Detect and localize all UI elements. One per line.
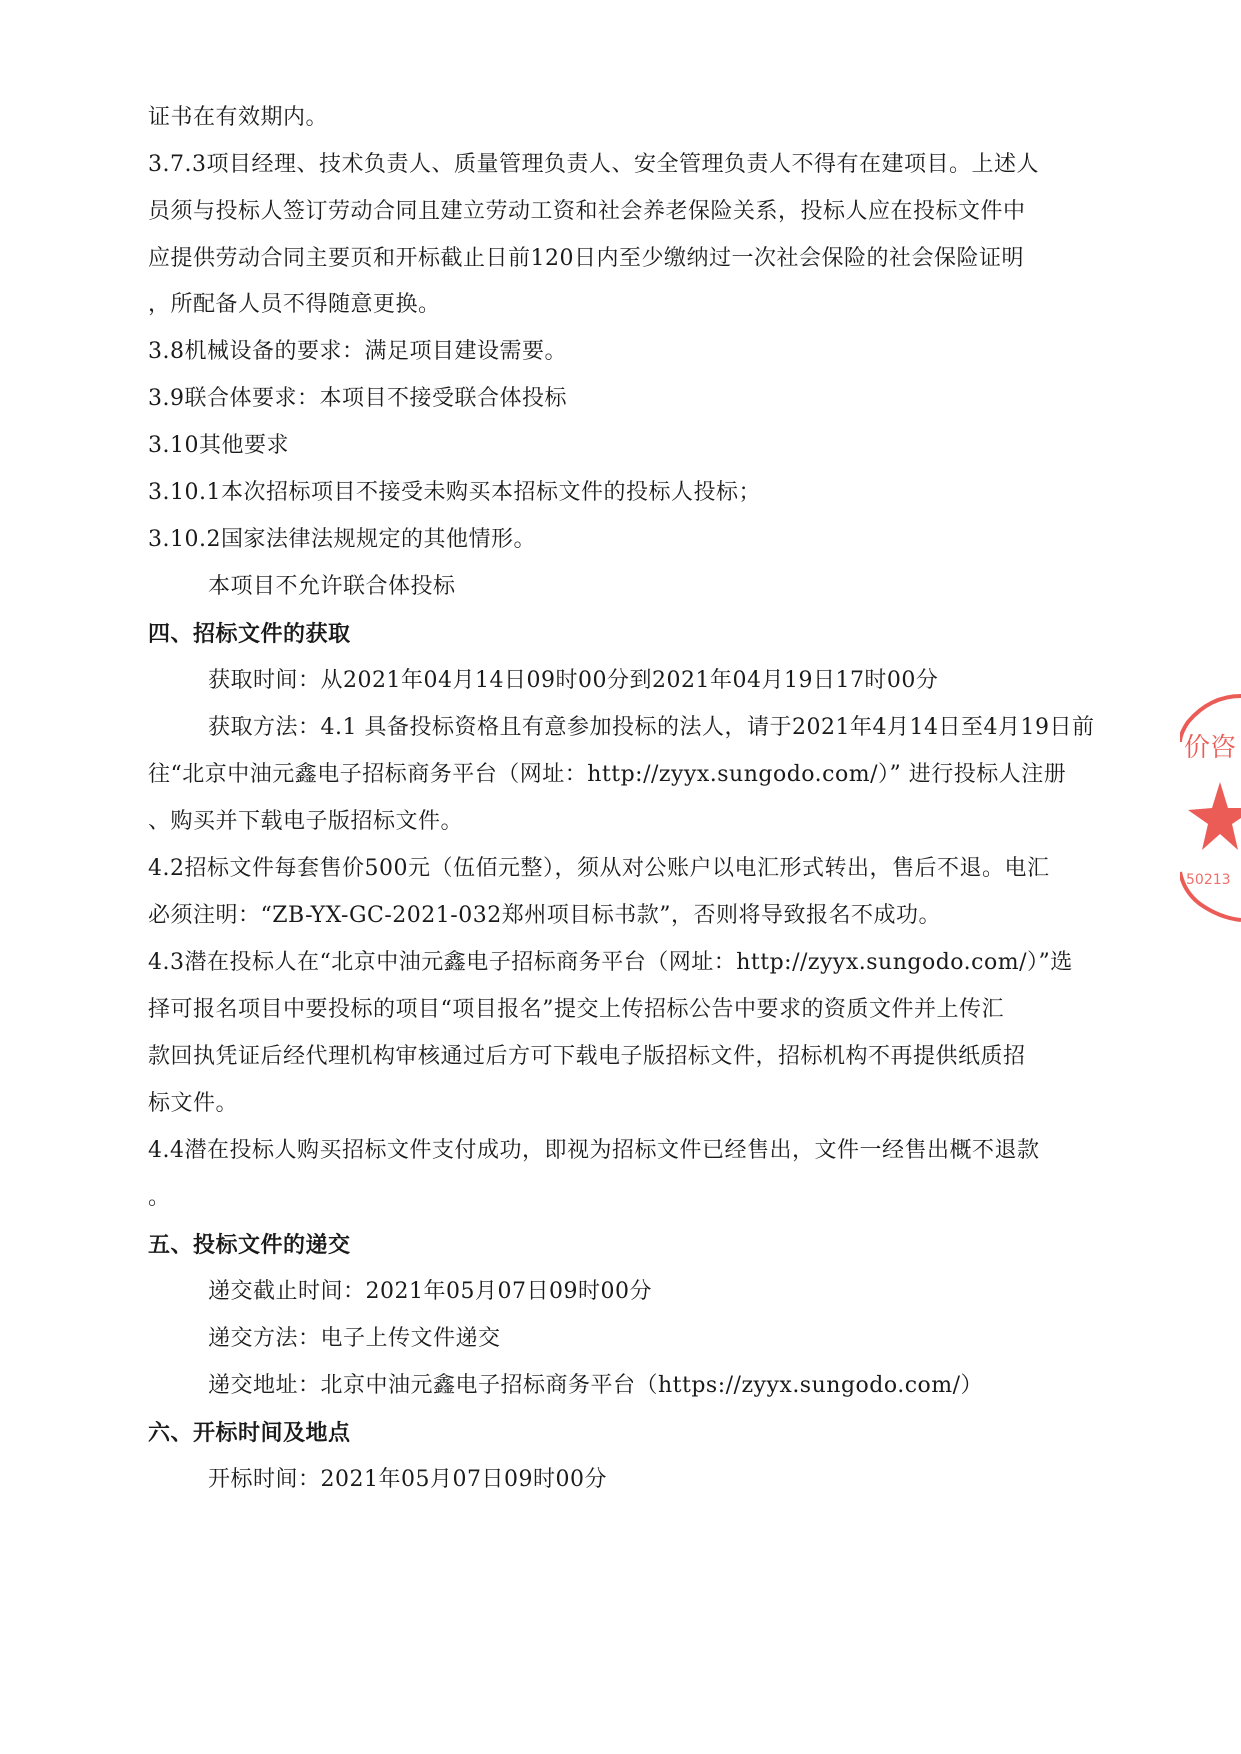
text-line: 必须注明：“ZB-YX-GC-2021-032郑州项目标书款”，否则将导致报名不成功。: [148, 903, 941, 928]
text-line: 3.10.2国家法律法规规定的其他情形。: [148, 527, 536, 552]
seal-icon: [1180, 682, 1241, 952]
text-line: 递交截止时间：2021年05月07日09时00分: [208, 1279, 652, 1304]
text-line: 。: [148, 1185, 171, 1210]
text-line: 证书在有效期内。: [148, 105, 329, 130]
text-line: ，所配备人员不得随意更换。: [148, 292, 441, 317]
text-line: 4.2招标文件每套售价500元（伍佰元整），须从对公账户以电汇形式转出，售后不退。电汇: [148, 856, 1050, 881]
text-line: 、购买并下载电子版招标文件。: [148, 809, 464, 834]
text-line: 开标时间：2021年05月07日09时00分: [208, 1467, 607, 1492]
text-line: 4.4潜在投标人购买招标文件支付成功，即视为招标文件已经售出，文件一经售出概不退款: [148, 1138, 1040, 1163]
section-heading: 四、招标文件的获取: [148, 621, 351, 647]
svg-text:50213: 50213: [1186, 872, 1231, 888]
text-line: 3.7.3项目经理、技术负责人、质量管理负责人、安全管理负责人不得有在建项目。上述人: [148, 152, 1039, 177]
official-seal-fragment: [1180, 682, 1241, 952]
text-line: 往“北京中油元鑫电子招标商务平台（网址：http://zyyx.sungodo.com/）” 进行投标人注册: [148, 762, 1067, 787]
svg-text:价咨: 价咨: [1184, 733, 1237, 763]
text-line: 择可报名项目中要投标的项目“项目报名”提交上传招标公告中要求的资质文件并上传汇: [148, 997, 1004, 1022]
text-line: 款回执凭证后经代理机构审核通过后方可下载电子版招标文件，招标机构不再提供纸质招: [148, 1044, 1026, 1069]
text-line: 本项目不允许联合体投标: [208, 574, 456, 599]
text-line: 递交地址：北京中油元鑫电子招标商务平台（https://zyyx.sungodo.com/）: [208, 1373, 984, 1398]
text-line: 应提供劳动合同主要页和开标截止日前120日内至少缴纳过一次社会保险的社会保险证明: [148, 246, 1024, 271]
text-line: 递交方法：电子上传文件递交: [208, 1326, 501, 1351]
text-line: 员须与投标人签订劳动合同且建立劳动工资和社会养老保险关系，投标人应在投标文件中: [148, 199, 1026, 224]
text-line: 获取方法：4.1 具备投标资格且有意参加投标的法人，请于2021年4月14日至4月19日前: [208, 715, 1095, 740]
section-heading: 六、开标时间及地点: [148, 1420, 351, 1446]
text-line: 获取时间：从2021年04月14日09时00分到2021年04月19日17时00分: [208, 668, 939, 693]
text-line: 4.3潜在投标人在“北京中油元鑫电子招标商务平台（网址：http://zyyx.sungodo.com/）”选: [148, 950, 1073, 975]
text-line: 3.10其他要求: [148, 433, 289, 458]
section-heading: 五、投标文件的递交: [148, 1232, 351, 1258]
text-line: 3.10.1本次招标项目不接受未购买本招标文件的投标人投标；: [148, 480, 761, 505]
text-line: 3.8机械设备的要求：满足项目建设需要。: [148, 339, 567, 364]
text-line: 3.9联合体要求：本项目不接受联合体投标: [148, 386, 567, 411]
text-line: 标文件。: [148, 1091, 239, 1116]
